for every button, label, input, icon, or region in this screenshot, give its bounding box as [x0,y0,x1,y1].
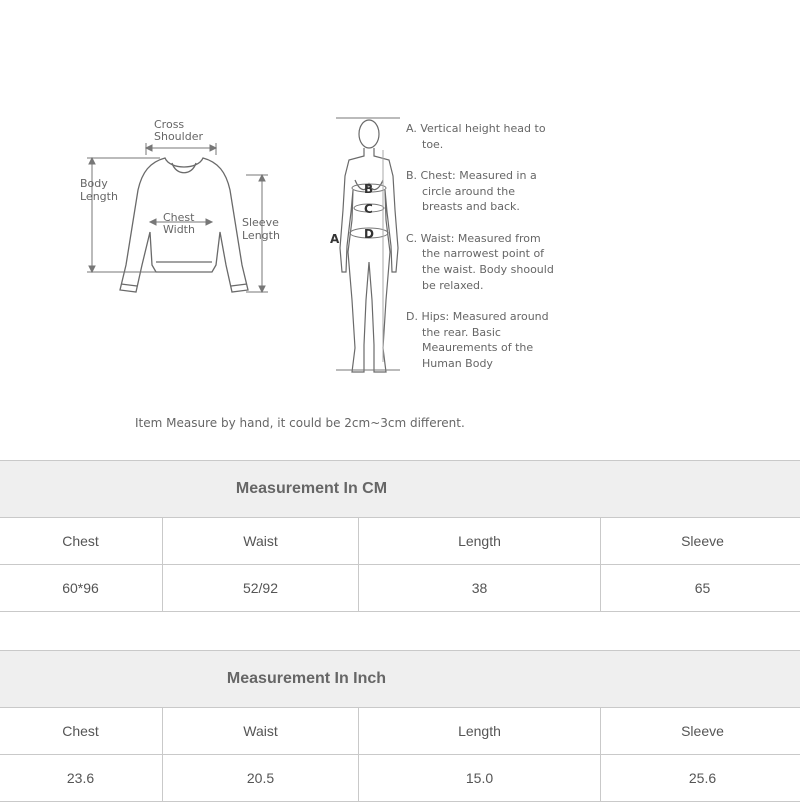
body-head [359,120,379,148]
body-length-label-2: Length [80,190,118,203]
chest-width-label-2: Width [163,223,195,236]
cm-header-sleeve: Sleeve [600,517,800,564]
sleeve-length-label-1: Sleeve [242,216,279,229]
inch-header-sleeve: Sleeve [600,707,800,754]
note-b: B. Chest: Measured in a circle around the breasts and back. [406,168,537,214]
inch-value-chest: 23.6 [0,754,162,802]
cm-value-chest: 60*96 [0,564,162,612]
cm-value-sleeve: 65 [600,564,800,612]
marker-d: D [364,227,374,241]
inch-header-chest: Chest [0,707,162,754]
marker-c: C [364,202,373,216]
marker-b: B [364,182,374,196]
cross-shoulder-label-2: Shoulder [154,130,203,143]
sweater-neckline [172,163,196,173]
note-d: D. Hips: Measured around the rear. Basic Meaurements of the Human Body [406,309,549,370]
table-cm-header-row [0,517,800,564]
table-inch-title: Measurement In Inch [0,650,800,707]
cross-shoulder-label-1: Cross [154,118,185,131]
sweater-cuff-left [121,284,137,286]
inch-header-waist: Waist [162,707,358,754]
measurement-table-inch [0,650,800,802]
cm-value-waist: 52/92 [162,564,358,612]
sleeve-length-label-2: Length [242,229,280,242]
cm-header-waist: Waist [162,517,358,564]
table-cm-value-row [0,564,800,612]
inch-value-length: 15.0 [358,754,600,802]
inch-value-waist: 20.5 [162,754,358,802]
marker-a: A [330,232,340,246]
measurement-notes [406,121,556,387]
note-c: C. Waist: Measured from the narrowest point of the waist. Body shoould be relaxed. [406,231,554,292]
table-inch-header-row [0,707,800,754]
body-length-label-1: Body [80,177,108,190]
inch-header-length: Length [358,707,600,754]
table-inch-value-row [0,754,800,802]
sweater-cuff-right [231,284,247,286]
cm-value-length: 38 [358,564,600,612]
cm-header-chest: Chest [0,517,162,564]
measurement-table-cm [0,460,800,612]
note-a: A. Vertical height head to toe. [406,122,546,151]
cm-header-length: Length [358,517,600,564]
table-cm-title: Measurement In CM [0,460,800,517]
sweater-labels [80,118,280,242]
inch-value-sleeve: 25.6 [600,754,800,802]
chest-width-label-1: Chest [163,211,195,224]
measure-disclaimer: Item Measure by hand, it could be 2cm~3cm different. [135,416,465,430]
human-body-illustration [340,120,398,372]
